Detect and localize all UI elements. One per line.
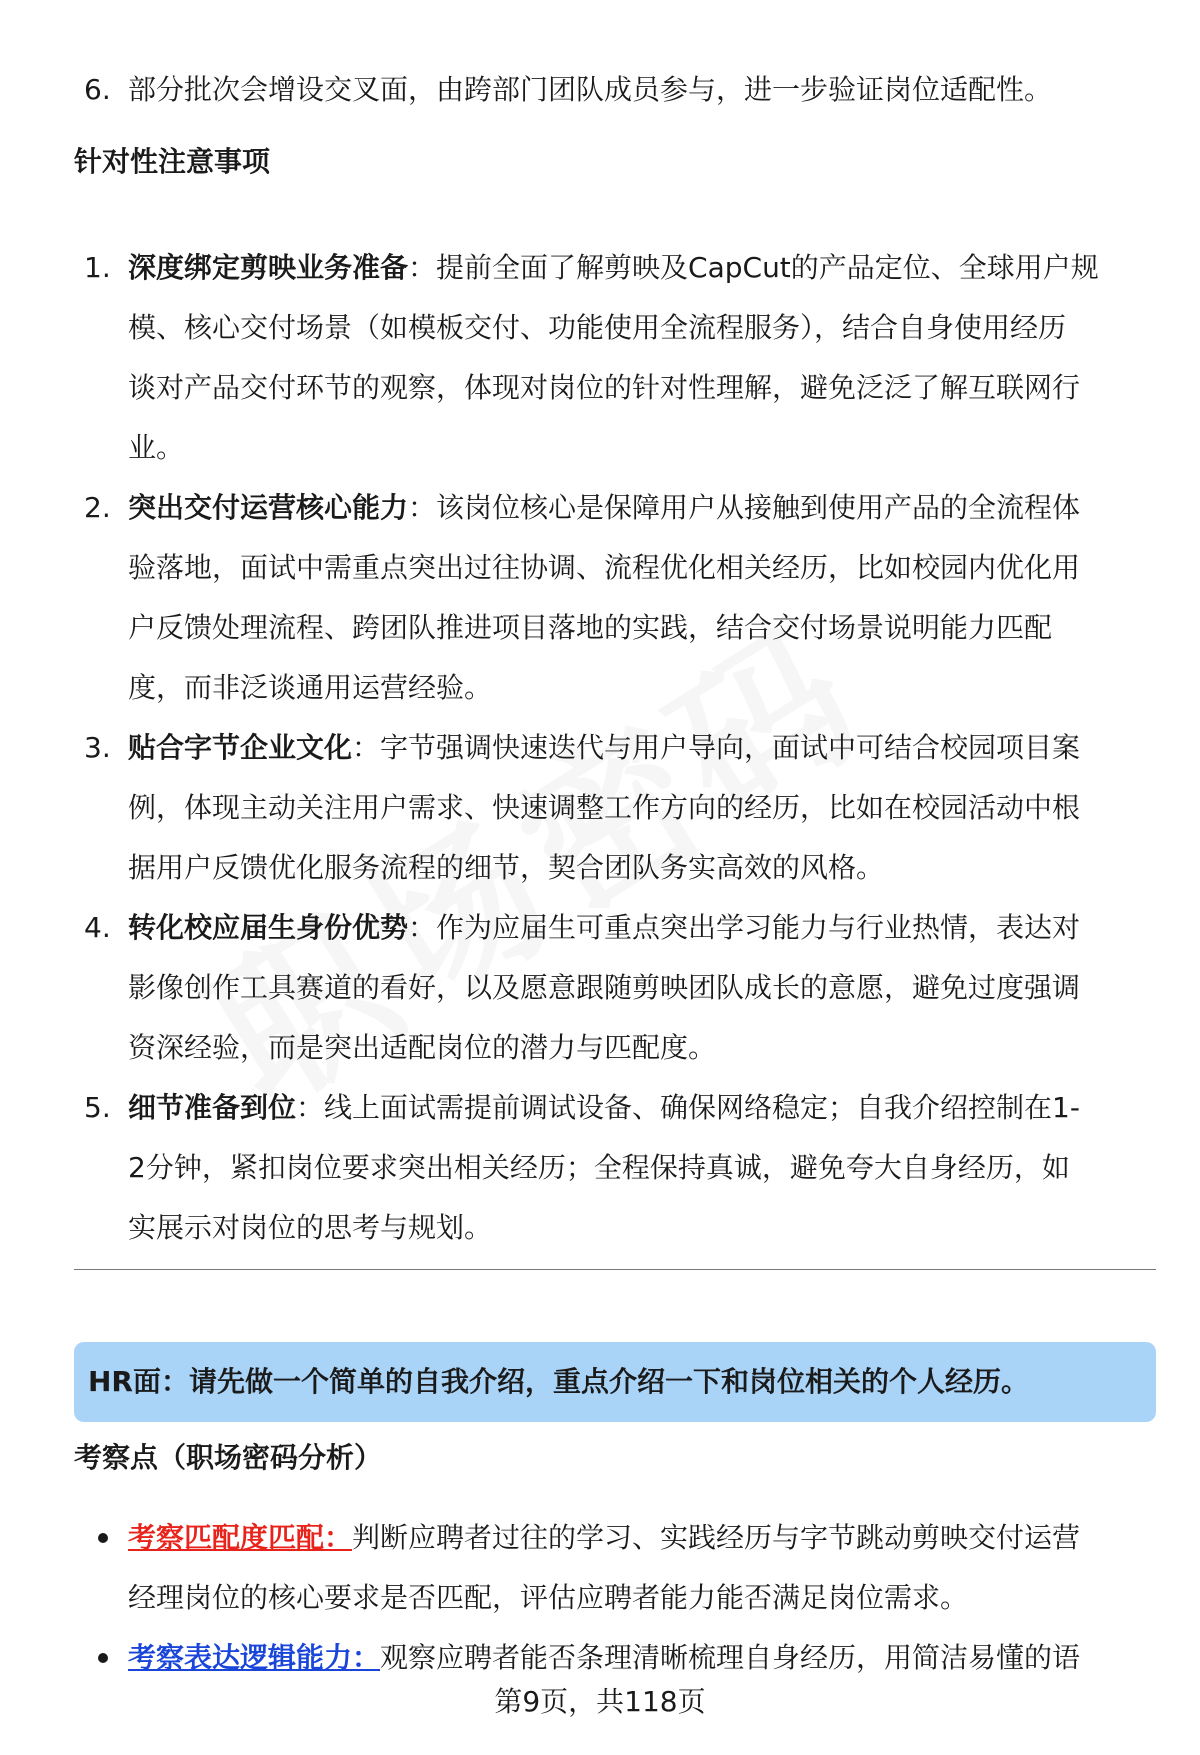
tip-item [74,1078,1156,1258]
list-item-6 [74,60,1156,120]
tip-title: 贴合字节企业文化 [128,731,353,764]
assess-body [128,1508,1156,1628]
tip-line: 2分钟，紧扣岗位要求突出相关经历；全程保持真诚，避免夸大自身经历，如 [128,1151,1070,1184]
tip-line: 字节强调快速迭代与用户导向，面试中可结合校园项目案 [380,731,1081,764]
assess-line: 经理岗位的核心要求是否匹配，评估应聘者能力能否满足岗位需求。 [128,1581,969,1614]
tip-line: 验落地，面试中需重点突出过往协调、流程优化相关经历，比如校园内优化用 [128,551,1081,584]
tip-line: 资深经验，而是突出适配岗位的潜力与匹配度。 [128,1031,717,1064]
tip-line: 户反馈处理流程、跨团队推进项目落地的实践，结合交付场景说明能力匹配 [128,611,1053,644]
tip-line: 影像创作工具赛道的看好，以及愿意跟随剪映团队成长的意愿，避免过度强调 [128,971,1081,1004]
tip-number: 4. [84,911,111,944]
tip-body [128,478,1156,718]
tip-separator: ： [408,491,437,524]
tip-line: 线上面试需提前调试设备、确保网络稳定；自我介绍控制在1- [324,1091,1080,1124]
tip-line: 例，体现主动关注用户需求、快速调整工作方向的经历，比如在校园活动中根 [128,791,1081,824]
tip-title: 突出交付运营核心能力 [128,491,409,524]
tip-line: 谈对产品交付环节的观察，体现对岗位的针对性理解，避免泛泛了解互联网行 [128,371,1081,404]
tip-line: 该岗位核心是保障用户从接触到使用产品的全流程体 [436,491,1081,524]
page-number: 第9页，共118页 [494,1685,706,1718]
assess-tag: 考察匹配度匹配： [128,1521,353,1554]
tip-body [128,1078,1156,1258]
tip-body [128,898,1156,1078]
tip-line: 提前全面了解剪映及CapCut的产品定位、全球用户规 [436,251,1099,284]
assess-tag: 考察表达逻辑能力： [128,1641,381,1674]
tip-item [74,238,1156,478]
tip-separator: ： [296,1091,325,1124]
bullet-icon [74,1508,128,1628]
tip-line: 度，而非泛谈通用运营经验。 [128,671,493,704]
tip-line: 模、核心交付场景（如模板交付、功能使用全流程服务），结合自身使用经历 [128,311,1067,344]
assess-item [74,1508,1156,1628]
tip-separator: ： [408,251,437,284]
assess-list [74,1508,1156,1688]
tip-line: 实展示对岗位的思考与规划。 [128,1211,493,1244]
tip-number: 2. [84,491,111,524]
tip-body [128,238,1156,478]
tip-title: 深度绑定剪映业务准备 [128,251,409,284]
tip-number: 1. [84,251,111,284]
assess-line: 判断应聘者过往的学习、实践经历与字节跳动剪映交付运营 [352,1521,1081,1554]
tips-list [74,238,1156,1258]
interview-question: HR面：请先做一个简单的自我介绍，重点介绍一下和岗位相关的个人经历。 [74,1342,1156,1422]
tip-line: 业。 [128,431,185,464]
section-divider [74,1269,1156,1270]
item-text: 部分批次会增设交叉面，由跨部门团队成员参与，进一步验证岗位适配性。 [128,73,1053,106]
tip-title: 细节准备到位 [128,1091,297,1124]
item-number: 6. [84,73,111,106]
tip-separator: ： [408,911,437,944]
tip-separator: ： [352,731,381,764]
tip-line: 作为应届生可重点突出学习能力与行业热情，表达对 [436,911,1081,944]
tip-item [74,718,1156,898]
tip-item [74,898,1156,1078]
tip-number: 5. [84,1091,111,1124]
tip-body [128,718,1156,898]
tip-line: 据用户反馈优化服务流程的细节，契合团队务实高效的风格。 [128,851,885,884]
tip-title: 转化校应届生身份优势 [128,911,409,944]
assess-heading: 考察点（职场密码分析） [74,1441,383,1474]
assess-line: 观察应聘者能否条理清晰梳理自身经历，用简洁易懂的语 [380,1641,1081,1674]
tip-item [74,478,1156,718]
section-heading: 针对性注意事项 [74,145,271,178]
tip-number: 3. [84,731,111,764]
